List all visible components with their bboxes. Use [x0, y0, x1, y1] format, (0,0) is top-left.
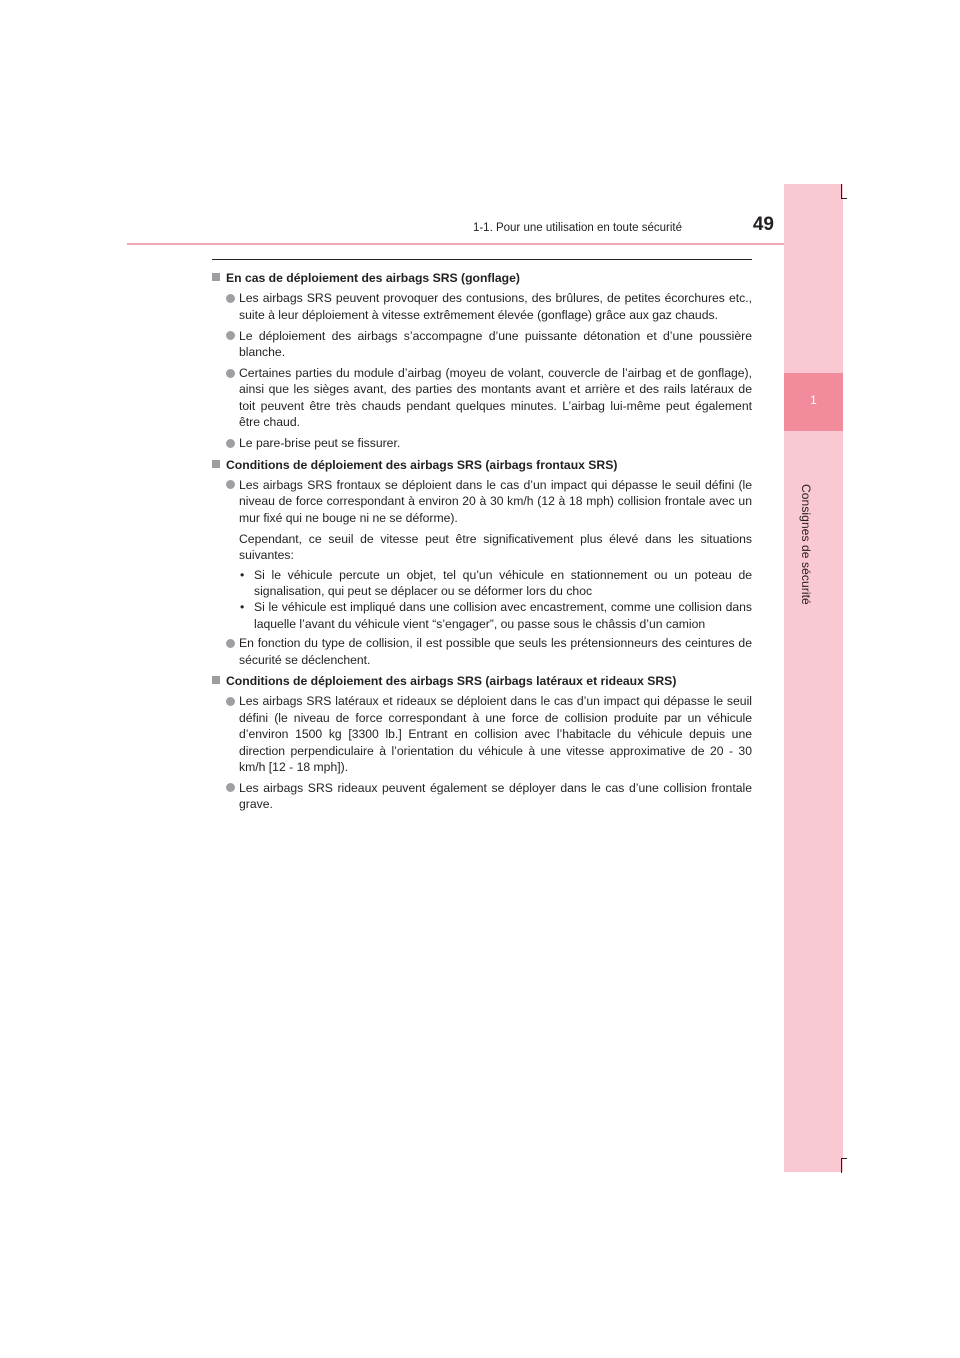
heading-text: En cas de déploiement des airbags SRS (gonflage) — [226, 271, 520, 285]
bullet-text: Les airbags SRS peuvent provoquer des contusions, des brûlures, de petites écorchures etc., suite à leur déploiement à vitesse extrêmement élevée (gonflage) grâce aux gaz chauds. — [239, 291, 752, 322]
content-top-rule — [212, 259, 752, 260]
list-item — [226, 328, 752, 361]
bullet-text: Le pare-brise peut se fissurer. — [239, 436, 401, 451]
bullet-text: Les airbags SRS rideaux peuvent également se déployer dans le cas d’une collision frontale grave. — [239, 780, 752, 812]
chapter-label: Consignes de sécurité — [799, 484, 813, 605]
square-bullet-icon — [212, 460, 220, 468]
list-item — [226, 435, 752, 451]
list-item — [226, 365, 752, 431]
bullet-text: Le déploiement des airbags s’accompagne d’une puissante détonation et d’une poussière blanche. — [239, 328, 752, 360]
section-heading-lateraux — [212, 673, 752, 689]
page-number: 49 — [752, 214, 774, 235]
list-item — [226, 693, 752, 775]
section-heading-gonflage — [212, 270, 752, 286]
round-bullet-icon — [226, 697, 235, 706]
chapter-side-tab — [784, 184, 843, 1172]
header-divider — [127, 243, 784, 245]
chapter-number: 1 — [810, 393, 817, 407]
sub-bullet-icon: • — [240, 567, 245, 582]
heading-text: Conditions de déploiement des airbags SRS (airbags latéraux et rideaux SRS) — [226, 673, 677, 688]
square-bullet-icon — [212, 676, 220, 684]
bullet-text: Les airbags SRS latéraux et rideaux se déploient dans le cas d’un impact qui dépasse le seuil défini (le niveau de force correspondant à une force de collision produite par un véhicule d’environ 1500 kg [3300 lb.] Entrant en collision avec l’habitacle du véhicule depuis une direction perpendiculaire à l’orientation du véhicule à une vitesse approximative de 20 - 30 km/h [12 - 18 mph]). — [239, 694, 752, 774]
round-bullet-icon — [226, 480, 235, 489]
round-bullet-icon — [226, 783, 235, 792]
page-content — [212, 259, 752, 817]
list-item — [226, 635, 752, 668]
chapter-label-wrap — [784, 484, 843, 664]
round-bullet-icon — [226, 439, 235, 448]
crop-mark-bottom-horizontal — [841, 1158, 847, 1159]
round-bullet-icon — [226, 331, 235, 340]
sub-bullet-icon: • — [240, 600, 245, 615]
round-bullet-icon — [226, 369, 235, 378]
square-bullet-icon — [212, 273, 220, 281]
list-item — [226, 780, 752, 813]
list-item — [226, 290, 752, 323]
round-bullet-icon — [226, 294, 235, 303]
paragraph-text: Cependant, ce seuil de vitesse peut être significativement plus élevé dans les situations suivantes: — [239, 531, 752, 563]
section-heading-frontaux — [212, 457, 752, 473]
crop-mark-bottom-vertical — [841, 1158, 842, 1173]
sub-item-text: Si le véhicule percute un objet, tel qu’un véhicule en stationnement ou un poteau de signalisation, qui peut se déplacer ou se déformer lors du choc — [254, 567, 752, 598]
bullet-text: Les airbags SRS frontaux se déploient dans le cas d’un impact qui dépasse le seuil défini (le niveau de force correspondant à environ 20 à 30 km/h (12 à 18 mph) collision frontale avec un mur fixé qui ne bouge ni ne se déforme). — [239, 477, 752, 525]
sub-item-text: Si le véhicule est impliqué dans une collision avec encastrement, comme une collision dans laquelle l’avant du véhicule vient “s’engager”, ou passe sous le châssis d’un camion — [254, 600, 752, 631]
list-item — [226, 477, 752, 526]
heading-text: Conditions de déploiement des airbags SRS (airbags frontaux SRS) — [226, 457, 618, 472]
chapter-number-box — [784, 373, 843, 431]
round-bullet-icon — [226, 639, 235, 648]
bullet-text: Certaines parties du module d’airbag (moyeu de volant, couvercle de l’airbag et de gonflage), ainsi que les sièges avant, des parties des montants avant et arrière et des rails latéraux de toit peuvent être très chauds pendant quelques minutes. L’airbag lui-même peut également être chaud. — [239, 366, 752, 430]
sub-list-item — [239, 567, 752, 600]
sub-list-item — [239, 599, 752, 632]
crop-mark-top-vertical — [841, 184, 842, 199]
crop-mark-top-horizontal — [841, 198, 847, 199]
section-title: 1-1. Pour une utilisation en toute sécurité — [472, 222, 682, 234]
bullet-text: En fonction du type de collision, il est possible que seuls les prétensionneurs des ceintures de sécurité se déclenchent. — [239, 636, 752, 667]
